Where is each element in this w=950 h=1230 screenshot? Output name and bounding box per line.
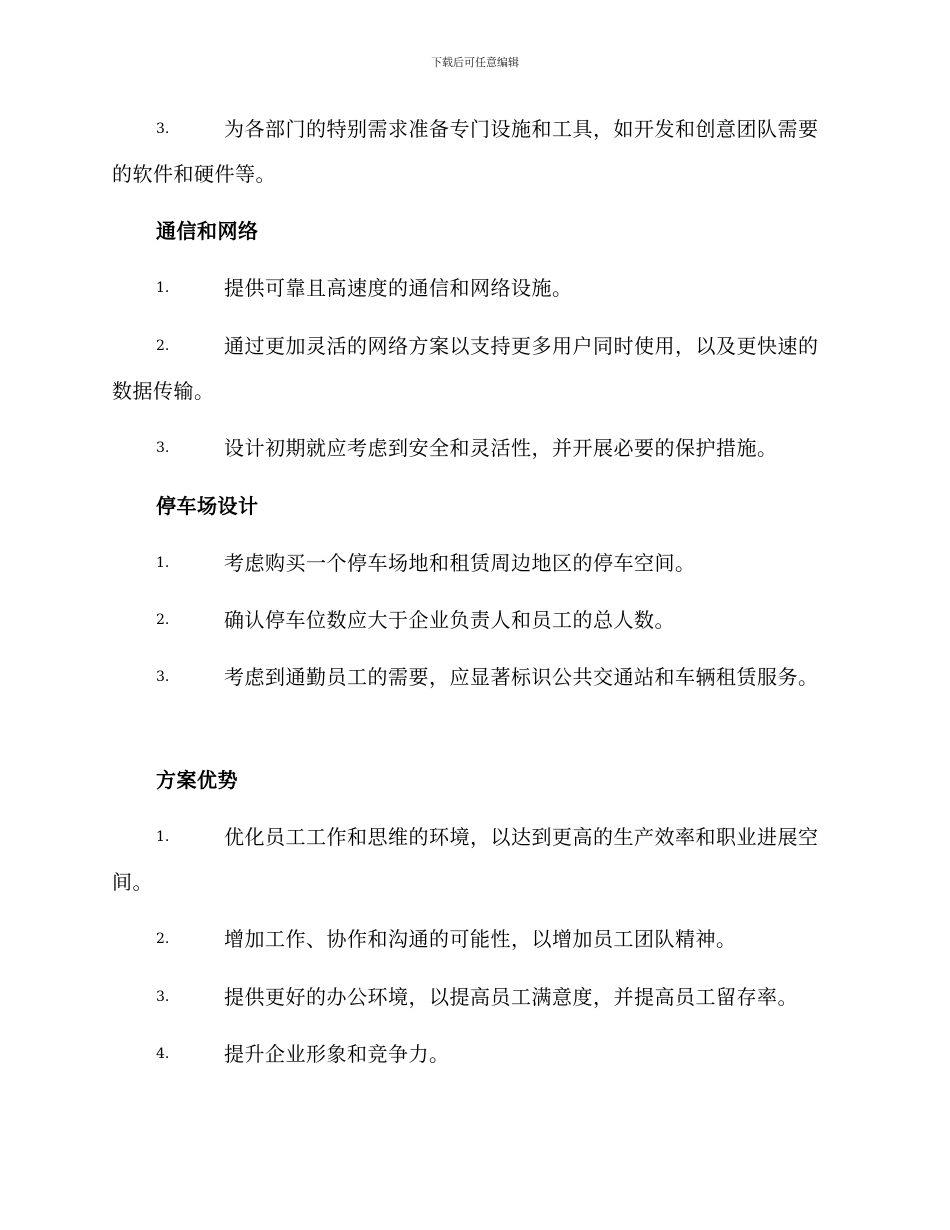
list-number: 2. xyxy=(156,612,170,628)
list-number: 2. xyxy=(156,338,170,354)
list-item-text: 考虑购买一个停车场地和租赁周边地区的停车空间。 xyxy=(224,551,696,575)
list-item-text: 优化员工工作和思维的环境，以达到更高的生产效率和职业进展空间。 xyxy=(112,825,819,894)
list-item-text: 提供可靠且高速度的通信和网络设施。 xyxy=(224,276,573,300)
page-header: 下载后可任意编辑 xyxy=(431,56,519,69)
list-number: 2. xyxy=(156,931,170,947)
list-number: 3. xyxy=(156,440,170,456)
list-item-text: 设计初期就应考虑到安全和灵活性，并开展必要的保护措施。 xyxy=(224,436,778,460)
list-item-text: 增加工作、协作和沟通的可能性，以增加员工团队精神。 xyxy=(224,927,737,951)
list-number: 4. xyxy=(156,1046,170,1062)
list-item-text: 确认停车位数应大于企业负责人和员工的总人数。 xyxy=(224,608,675,632)
list-item-text: 考虑到通勤员工的需要，应显著标识公共交通站和车辆租赁服务。 xyxy=(224,665,819,689)
section-heading-advantages: 方案优势 xyxy=(156,768,238,792)
list-number: 1. xyxy=(156,829,170,845)
list-number: 3. xyxy=(156,121,170,137)
list-item-text: 提供更好的办公环境，以提高员工满意度，并提高员工留存率。 xyxy=(224,985,798,1009)
list-number: 1. xyxy=(156,280,170,296)
list-number: 1. xyxy=(156,555,170,571)
list-item-text: 为各部门的特别需求准备专门设施和工具，如开发和创意团队需要的软件和硬件等。 xyxy=(112,117,819,186)
list-item-text: 通过更加灵活的网络方案以支持更多用户同时使用，以及更快速的数据传输。 xyxy=(112,334,819,403)
list-number: 3. xyxy=(156,669,170,685)
list-number: 3. xyxy=(156,989,170,1005)
section-heading-parking: 停车场设计 xyxy=(156,494,259,518)
list-item-text: 提升企业形象和竞争力。 xyxy=(224,1042,450,1066)
section-heading-network: 通信和网络 xyxy=(156,219,259,243)
